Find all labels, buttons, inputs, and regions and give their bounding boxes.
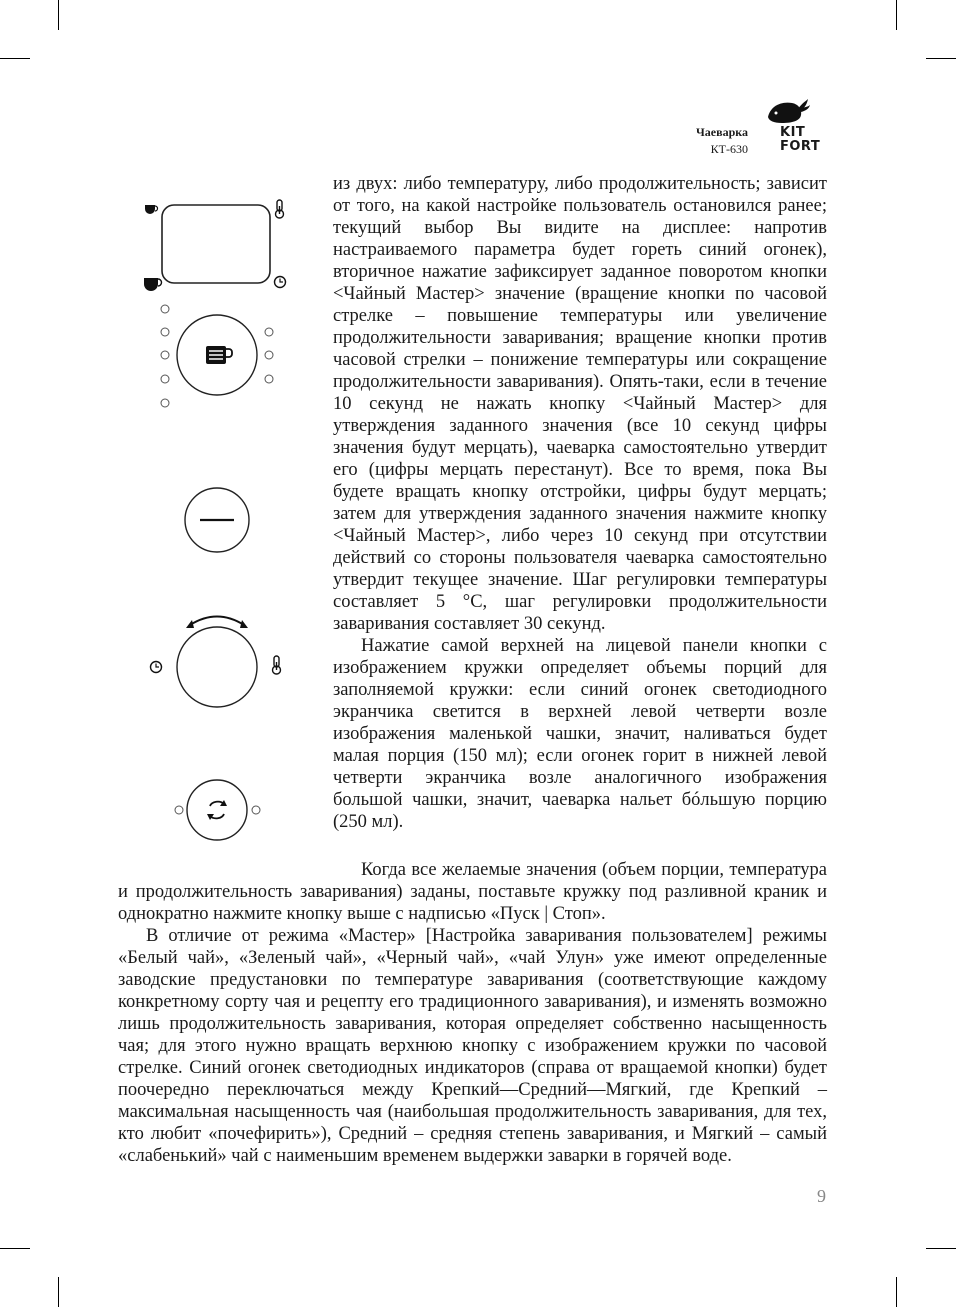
crop-mark xyxy=(58,0,59,30)
crop-mark xyxy=(926,1248,956,1249)
body-text-narrow xyxy=(333,173,827,833)
rotary-knob xyxy=(151,617,281,708)
header-title: Чаеварка xyxy=(695,125,748,139)
crop-mark xyxy=(0,1248,30,1249)
small-cup-icon xyxy=(145,205,157,214)
paragraph: из двух: либо температуру, либо продолжительность; зависит от того, на какой настройке пользователь остановился ранее; текущий выбор Вы видите на дисплее: напротив настраиваемого параметра будет гореть синий огонек), вторичное нажатие зафиксирует заданное поворотом кнопки <Чайный Мастер> значение (вращение кнопки по часовой стрелке – повышение температуры или увеличение продолжительности заваривания; вращение кнопки против часовой стрелки – понижение температуры или сокращение продолжительности заваривания). Опять-таки, если в течение 10 секунд не нажать кнопку <Чайный Мастер> для утверждения заданного значения (все 10 секунд цифры значения будут мерцать), чаеварка самостоятельно утвердит его (цифры мерцать перестанут). Все то время, пока Вы будете вращать кнопку отстройки, цифры будут мерцать; затем для утверждения заданного значения нажмите кнопку <Чайный Мастер>, либо через 10 секунд при отсутствии действий со стороны пользователя чаеварка самостоятельно утвердит текущее значение. Шаг регулировки температуры составляет 5 °С, шаг регулировки продолжительности заваривания составляет 30 секунд. xyxy=(333,174,827,634)
page-number: 9 xyxy=(817,1186,826,1206)
thermometer-icon xyxy=(276,200,284,218)
thermometer-icon xyxy=(273,656,281,674)
brand-line-1: KIT xyxy=(780,125,806,140)
clock-icon xyxy=(275,277,286,288)
paragraph: Нажатие самой верхней на лицевой панели кнопки с изображением кружки определяет объемы порций для заполняемой кружки: если синий огонек светодиодного экранчика светится в верхней левой четверти возле изображения маленькой чашки, значит, наливаться будет малая порция (150 мл); если огонек горит в нижней левой четверти экранчика возле аналогичного изображения большой чашки, значит, чаеварка нальет бóльшую порцию (250 мл). xyxy=(333,636,827,832)
control-panel-illustration xyxy=(130,170,310,870)
tea-master-knob xyxy=(161,305,273,407)
body-text-wide xyxy=(118,859,827,1167)
brand-logo xyxy=(780,126,820,154)
paragraph: Когда все желаемые значения (объем порции, температура и продолжительность заваривания) заданы, поставьте кружку под разливной краник и однократно нажмите кнопку выше с надписью «Пуск | Стоп». xyxy=(118,860,827,924)
large-cup-icon xyxy=(144,278,162,291)
start-stop-button xyxy=(185,488,249,552)
brand-line-2: FORT xyxy=(780,139,821,154)
crop-mark xyxy=(0,58,30,59)
cycle-arrows-icon xyxy=(207,800,227,820)
crop-mark xyxy=(896,0,897,30)
crop-mark xyxy=(926,58,956,59)
crop-mark xyxy=(58,1277,59,1307)
mug-icon xyxy=(206,346,232,364)
mode-cycle-button xyxy=(175,780,260,840)
header-model: КТ-630 xyxy=(710,142,748,156)
display-panel xyxy=(144,200,286,291)
paragraph: В отличие от режима «Мастер» [Настройка заваривания пользователем] режимы «Белый чай», «Зеленый чай», «Черный чай», «чай Улун» уже имеют определенные заводские предустановки по температуре заваривания (соответствующие каждому конкретному сорту чая и рецепту его традиционного заваривания), и изменять возможно лишь продолжительность заваривания, которая определяет собственно насыщенность чая; для этого нужно вращать верхнюю кнопку с изображением кружки по часовой стрелке. Синий огонек светодиодных индикаторов (справа от вращаемой кнопки) будет поочередно переключаться между Крепкий—Средний—Мягкий, где Крепкий – максимальная насыщенность чая (наибольшая продолжительность заваривания, для тех, кто любит «почефирить»), Средний – средняя степень заваривания, и Мягкий – самый «слабенький» чай с наименьшим временем выдержки заварки в горячей воде. xyxy=(118,926,827,1166)
crop-mark xyxy=(896,1277,897,1307)
clock-icon xyxy=(151,662,162,673)
